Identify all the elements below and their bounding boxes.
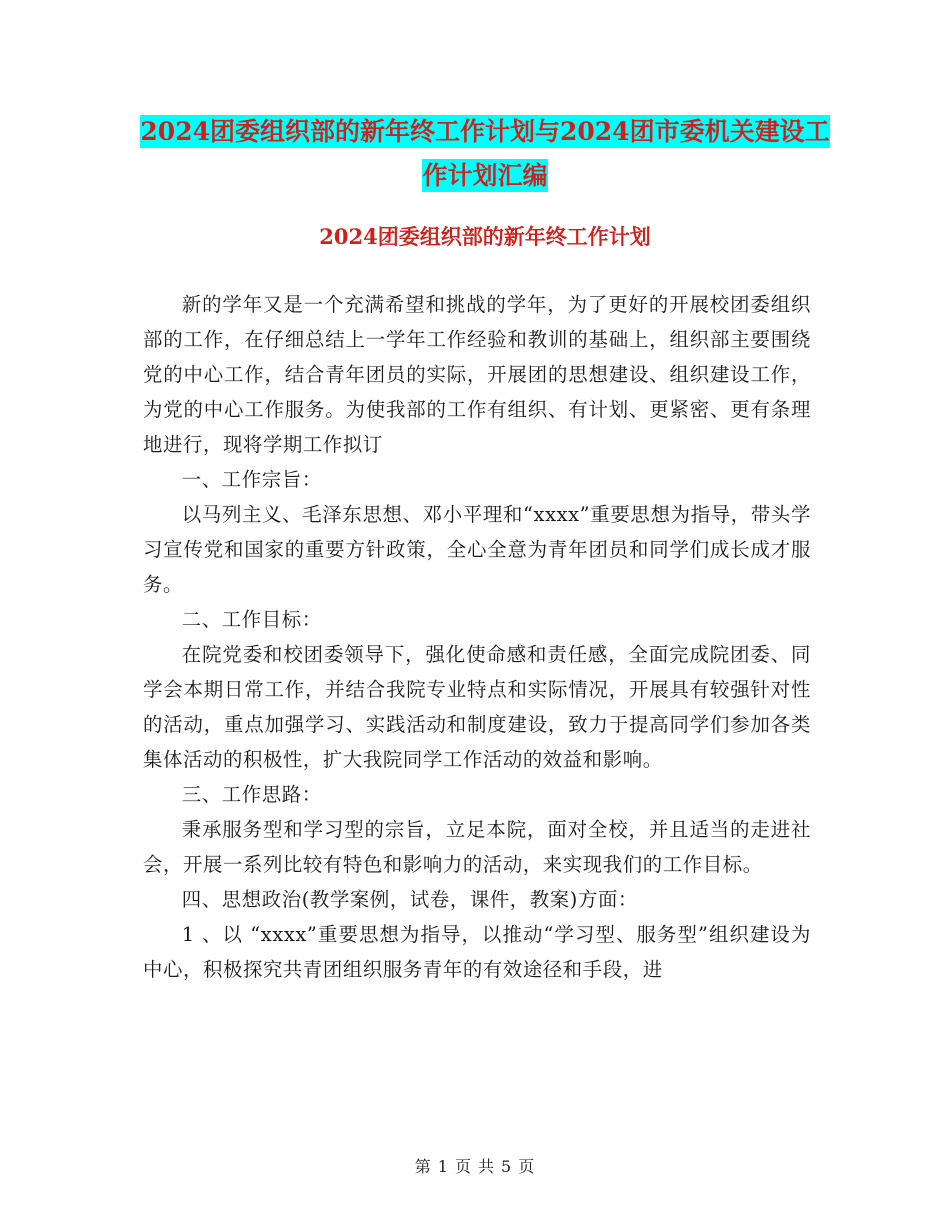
heading-ideology: 四、思想政治(教学案例，试卷，课件，教案)方面： — [181, 888, 638, 911]
footer-middle: 页 共 — [454, 1157, 496, 1176]
heading-approach: 三、工作思路： — [181, 783, 322, 806]
paragraph-intro: 新的学年又是一个充满希望和挑战的学年，为了更好的开展校团委组织部的工作，在仔细总结上一学年工作经验和教训的基础上，组织部主要围绕党的中心工作，结合青年团员的实际，开展团的思想建设、组织建设工作，为党的中心工作服务。为使我部的工作有组织、有计划、更紧密、更有条理地进行，现将学期工作拟订 — [143, 293, 811, 456]
heading-purpose: 一、工作宗旨： — [181, 468, 322, 491]
page-footer — [0, 1154, 950, 1177]
footer-prefix: 第 — [414, 1157, 432, 1176]
paragraph-ideology-1: 1 、以 “xxxx”重要思想为指导，以推动“学习型、服务型”组织建设为中心，积极探究共青团组织服务青年的有效途径和手段，进 — [143, 923, 811, 981]
title-highlight: 2024团委组织部的新年终工作计划与2024团市委机关建设工作计划汇编 — [140, 117, 830, 190]
paragraph-goals: 在院党委和校团委领导下，强化使命感和责任感，全面完成院团委、同学会本期日常工作，并结合我院专业特点和实际情况，开展具有较强针对性的活动，重点加强学习、实践活动和制度建设，致力于提高同学们参加各类集体活动的积极性，扩大我院同学工作活动的效益和影响。 — [143, 643, 811, 771]
section-title: 2024团委组织部的新年终工作计划 — [319, 224, 651, 249]
document-title — [140, 110, 830, 198]
paragraph-approach: 秉承服务型和学习型的宗旨，立足本院，面对全校，并且适当的走进社会，开展一系列比较有特色和影响力的活动，来实现我们的工作目标。 — [143, 818, 811, 876]
paragraph-purpose: 以马列主义、毛泽东思想、邓小平理和“xxxx”重要思想为指导，带头学习宣传党和国家的重要方针政策，全心全意为青年团员和同学们成长成才服务。 — [143, 503, 811, 596]
footer-total-pages: 5 — [501, 1157, 513, 1176]
footer-suffix: 页 — [518, 1157, 536, 1176]
document-body — [143, 287, 811, 987]
heading-goals: 二、工作目标： — [181, 608, 322, 631]
footer-page-number: 1 — [437, 1157, 449, 1176]
